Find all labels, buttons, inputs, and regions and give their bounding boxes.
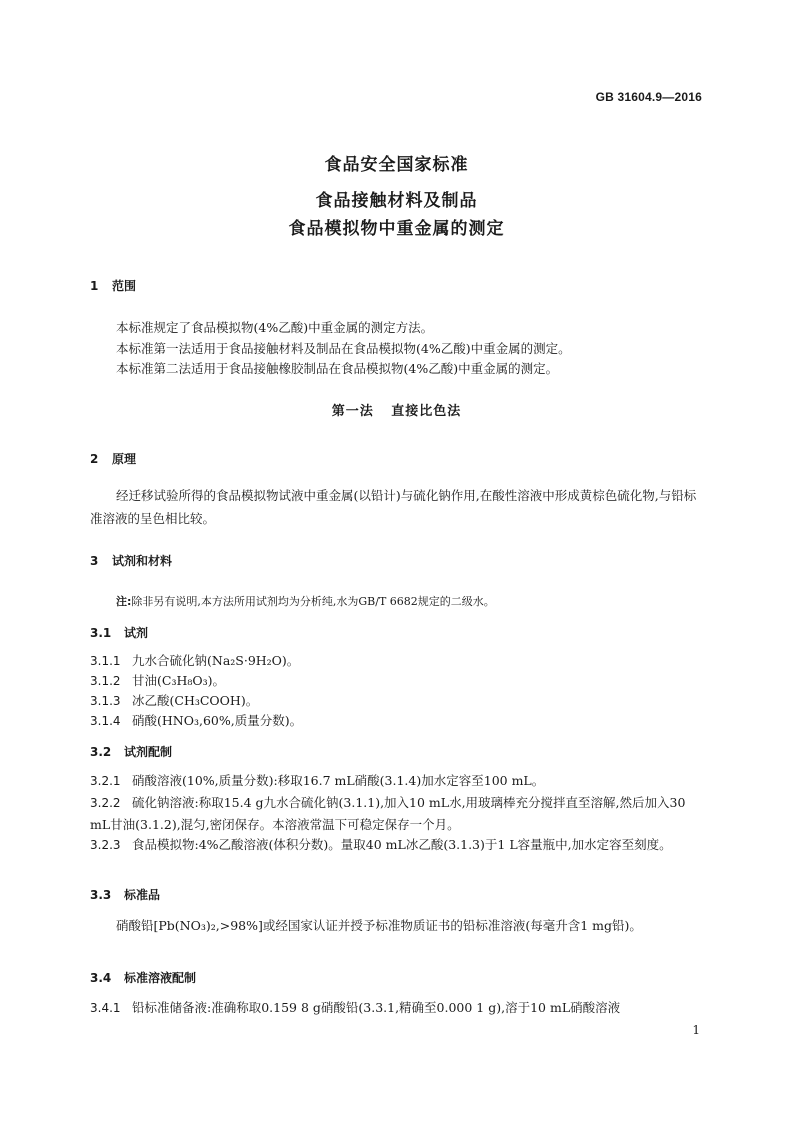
- section-3-4-heading: [90, 969, 196, 986]
- item-text: 九水合硫化钠(Na₂S·9H₂O)。: [132, 653, 300, 668]
- item-text: 硫化钠溶液:称取15.4 g九水合硫化钠(3.1.1),加入10 mL水,用玻璃棒充分搅拌直至溶解,然后加入30 mL甘油(3.1.2),混匀,密闭保存。本溶液常温下可稳定保存一个月。: [90, 795, 686, 832]
- item-number: 3.1.3: [90, 694, 121, 708]
- item-number: 3.1.2: [90, 674, 121, 688]
- note-text: 除非另有说明,本方法所用试剂均为分析纯,水为GB/T 6682规定的二级水。: [131, 595, 495, 608]
- section-number: 3: [90, 554, 99, 568]
- scope-line-2: 本标准第一法适用于食品接触材料及制品在食品模拟物(4%乙酸)中重金属的测定。: [116, 341, 571, 356]
- item-text: 铅标准储备液:准确称取0.159 8 g硝酸铅(3.3.1,精确至0.000 1 g),溶于10 mL硝酸溶液: [132, 1000, 621, 1015]
- section-number: 3.3: [90, 888, 112, 902]
- note: [116, 593, 495, 609]
- section-2-heading: [90, 450, 136, 467]
- section-title: 试剂配制: [124, 745, 173, 759]
- section-3-1-heading: [90, 624, 148, 641]
- item-text: 冰乙酸(CH₃COOH)。: [132, 693, 259, 708]
- section-1-heading: [90, 277, 136, 294]
- section-3-2-heading: [90, 743, 172, 760]
- section-title: 标准溶液配制: [124, 971, 197, 985]
- item-text: 食品模拟物:4%乙酸溶液(体积分数)。量取40 mL冰乙酸(3.1.3)于1 L容量瓶中,加水定容至刻度。: [132, 837, 672, 852]
- item-text: 硝酸溶液(10%,质量分数):移取16.7 mL硝酸(3.1.4)加水定容至100 mL。: [132, 773, 545, 788]
- standard-material-paragraph: 硝酸铅[Pb(NO₃)₂,>98%]或经国家认证并授予标准物质证书的铅标准溶液(每毫升含1 mg铅)。: [116, 918, 642, 933]
- list-item: [90, 834, 703, 856]
- scope-line-1: 本标准规定了食品模拟物(4%乙酸)中重金属的测定方法。: [116, 320, 434, 335]
- section-title: 试剂: [124, 626, 149, 640]
- section-3-heading: [90, 552, 172, 569]
- note-label: 注:: [116, 595, 132, 608]
- section-title: 标准品: [124, 888, 161, 902]
- standard-number: GB 31604.9—2016: [595, 90, 702, 104]
- item-number: 3.1.1: [90, 654, 121, 668]
- section-number: 3.4: [90, 971, 112, 985]
- list-item: [90, 650, 703, 672]
- method-heading: 第一法 直接比色法: [331, 404, 462, 419]
- list-item: [90, 770, 703, 792]
- item-number: 3.1.4: [90, 714, 121, 728]
- section-3-3-heading: [90, 886, 160, 903]
- subtitle-line-2: 食品模拟物中重金属的测定: [288, 219, 505, 239]
- section-number: 3.2: [90, 745, 112, 759]
- section-number: 3.1: [90, 626, 112, 640]
- scope-line-3: 本标准第二法适用于食品接触橡胶制品在食品模拟物(4%乙酸)中重金属的测定。: [116, 361, 559, 376]
- section-title: 原理: [112, 452, 137, 466]
- list-item: [90, 670, 703, 692]
- item-text: 硝酸(HNO₃,60%,质量分数)。: [132, 713, 303, 728]
- subtitle-line-1: 食品接触材料及制品: [315, 191, 478, 211]
- item-number: 3.2.1: [90, 774, 121, 788]
- list-item: [90, 690, 703, 712]
- item-text: 甘油(C₃H₈O₃)。: [132, 673, 225, 688]
- section-title: 试剂和材料: [112, 554, 173, 568]
- item-number: 3.2.2: [90, 796, 121, 810]
- page-title: 食品安全国家标准: [324, 155, 469, 175]
- item-number: 3.4.1: [90, 1001, 121, 1015]
- section-title: 范围: [112, 279, 137, 293]
- section-number: 1: [90, 279, 99, 293]
- principle-paragraph: 经迁移试验所得的食品模拟物试液中重金属(以铅计)与硫化钠作用,在酸性溶液中形成黄棕色硫化物,与铅标准溶液的呈色相比较。: [90, 488, 697, 526]
- list-item: [90, 792, 703, 836]
- list-item: [90, 710, 703, 732]
- section-number: 2: [90, 452, 99, 466]
- page-number: 1: [692, 1023, 700, 1037]
- item-number: 3.2.3: [90, 838, 121, 852]
- list-item: [90, 997, 703, 1019]
